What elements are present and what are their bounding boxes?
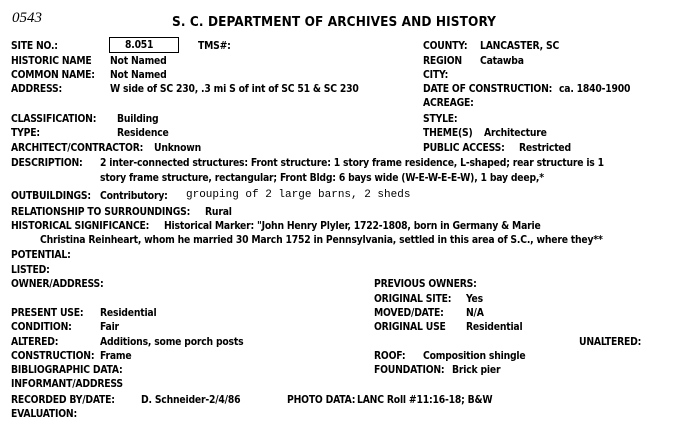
themes-label: THEME(S) [423, 127, 473, 139]
city-label: CITY: [423, 69, 449, 81]
classification-label: CLASSIFICATION: [11, 113, 97, 125]
original-use-label: ORIGINAL USE [374, 321, 446, 333]
address-value: W side of SC 230, .3 mi S of int of SC 51 & SC 230 [110, 83, 359, 95]
relationship-value: Rural [205, 206, 232, 218]
classification-value: Building [117, 113, 159, 125]
themes-value: Architecture [484, 127, 547, 139]
original-site-value: Yes [466, 293, 483, 305]
recorded-by-label: RECORDED BY/DATE: [11, 394, 115, 406]
type-label: TYPE: [11, 127, 40, 139]
potential-label: POTENTIAL: [11, 249, 71, 261]
informant-label: INFORMANT/ADDRESS [11, 378, 123, 390]
original-use-value: Residential [466, 321, 523, 333]
present-use-value: Residential [100, 307, 157, 319]
unaltered-label: UNALTERED: [579, 336, 642, 348]
moved-date-label: MOVED/DATE: [374, 307, 444, 319]
type-value: Residence [117, 127, 169, 139]
bibliographic-label: BIBLIOGRAPHIC DATA: [11, 364, 123, 376]
page-header: S. C. DEPARTMENT OF ARCHIVES AND HISTORY [172, 14, 497, 30]
outbuildings-typed-note: grouping of 2 large barns, 2 sheds [186, 189, 411, 201]
common-name-label: COMMON NAME: [11, 69, 95, 81]
previous-owners-label: PREVIOUS OWNERS: [374, 278, 477, 290]
description-label: DESCRIPTION: [11, 157, 83, 169]
region-label: REGION [423, 55, 462, 67]
site-no-value: 8.051 [125, 39, 154, 51]
historical-line-1: Historical Marker: "John Henry Plyler, 1722-1808, born in Germany & Marie [164, 220, 541, 232]
condition-value: Fair [100, 321, 119, 333]
evaluation-label: EVALUATION: [11, 408, 77, 420]
roof-label: ROOF: [374, 350, 406, 362]
outbuildings-label: OUTBUILDINGS: [11, 190, 91, 202]
county-value: LANCASTER, SC [480, 40, 560, 52]
recorded-by-value: D. Schneider-2/4/86 [141, 394, 241, 406]
common-name-value: Not Named [110, 69, 167, 81]
date-of-construction-value: ca. 1840-1900 [559, 83, 631, 95]
handwritten-record-id: 0543 [12, 10, 42, 26]
tms-label: TMS#: [198, 40, 231, 52]
original-site-label: ORIGINAL SITE: [374, 293, 452, 305]
description-line-1: 2 inter-connected structures: Front structure: 1 story frame residence, L-shaped; rear structure is 1 [100, 157, 604, 169]
architect-label: ARCHITECT/CONTRACTOR: [11, 142, 144, 154]
acreage-label: ACREAGE: [423, 97, 474, 109]
construction-value: Frame [100, 350, 132, 362]
historic-name-value: Not Named [110, 55, 167, 67]
condition-label: CONDITION: [11, 321, 72, 333]
date-of-construction-label: DATE OF CONSTRUCTION: [423, 83, 553, 95]
description-line-2: story frame structure, rectangular; Front Bldg: 6 bays wide (W-E-W-E-E-W), 1 bay deep,* [100, 172, 544, 184]
relationship-label: RELATIONSHIP TO SURROUNDINGS: [11, 206, 191, 218]
historical-significance-label: HISTORICAL SIGNIFICANCE: [11, 220, 150, 232]
altered-label: ALTERED: [11, 336, 59, 348]
photo-data-value: LANC Roll #11:16-18; B&W [357, 394, 493, 406]
architect-value: Unknown [154, 142, 201, 154]
moved-date-value: N/A [466, 307, 484, 319]
public-access-value: Restricted [519, 142, 571, 154]
present-use-label: PRESENT USE: [11, 307, 84, 319]
public-access-label: PUBLIC ACCESS: [423, 142, 505, 154]
roof-value: Composition shingle [423, 350, 526, 362]
style-label: STYLE: [423, 113, 458, 125]
site-no-label: SITE NO.: [11, 40, 58, 52]
listed-label: LISTED: [11, 264, 50, 276]
owner-address-label: OWNER/ADDRESS: [11, 278, 104, 290]
photo-data-label: PHOTO DATA: [287, 394, 356, 406]
region-value: Catawba [480, 55, 524, 67]
county-label: COUNTY: [423, 40, 468, 52]
historic-name-label: HISTORIC NAME [11, 55, 92, 67]
outbuildings-value: Contributory: [100, 190, 168, 202]
foundation-value: Brick pier [452, 364, 501, 376]
historical-line-2: Christina Reinheart, whom he married 30 March 1752 in Pennsylvania, settled in this area of S.C., where they** [40, 234, 603, 246]
foundation-label: FOUNDATION: [374, 364, 445, 376]
altered-value: Additions, some porch posts [100, 336, 244, 348]
construction-label: CONSTRUCTION: [11, 350, 95, 362]
address-label: ADDRESS: [11, 83, 63, 95]
